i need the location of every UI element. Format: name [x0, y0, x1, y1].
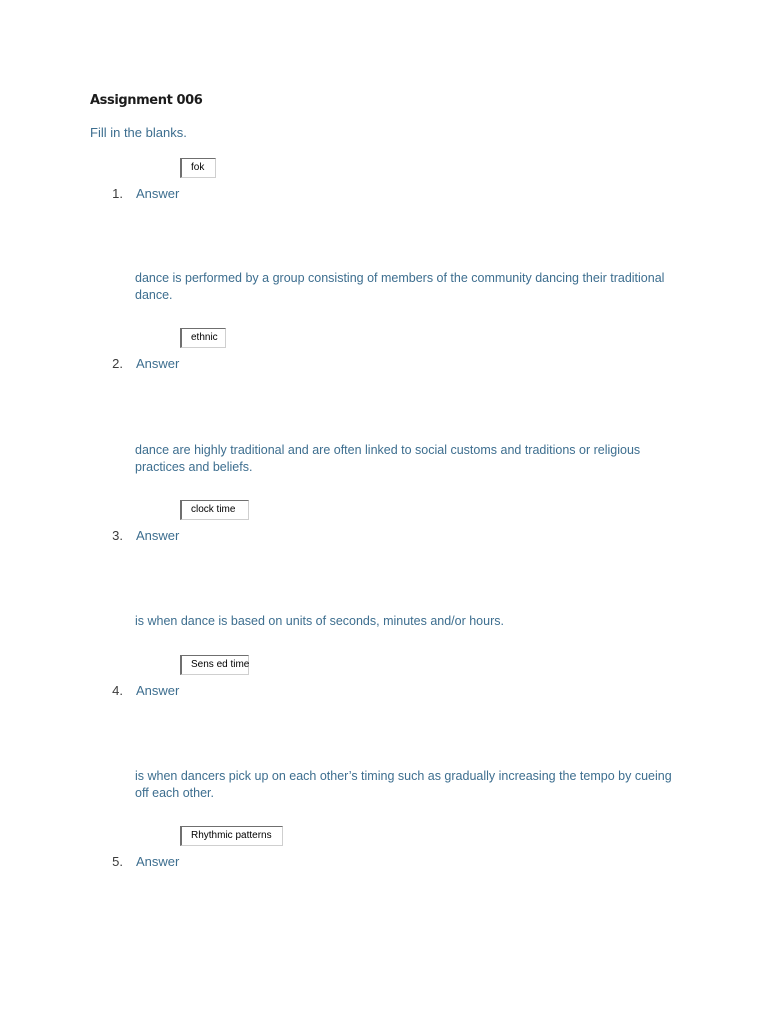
answer-label-2: Answer: [136, 356, 180, 371]
answer-label-5: Answer: [136, 854, 180, 869]
answer-input-1[interactable]: fok: [180, 158, 216, 178]
question-text-2: dance are highly traditional and are often linked to social customs and traditions or religious practices and beliefs.: [135, 443, 641, 474]
question-text-1: dance is performed by a group consisting of members of the community dancing their traditional dance.: [135, 271, 665, 302]
question-number-5: 5.: [112, 854, 123, 869]
question-number-3: 3.: [112, 528, 123, 543]
question-number-2: 2.: [112, 356, 123, 371]
answer-label-1: Answer: [136, 186, 180, 201]
question-text-4: is when dancers pick up on each other’s timing such as gradually increasing the tempo by cueing off each other.: [135, 769, 672, 800]
answer-input-2[interactable]: ethnic: [180, 328, 226, 348]
question-text-3: is when dance is based on units of seconds, minutes and/or hours.: [135, 614, 504, 628]
question-number-1: 1.: [112, 186, 123, 201]
answer-label-3: Answer: [136, 528, 180, 543]
instructions-text: Fill in the blanks.: [90, 125, 187, 140]
answer-label-4: Answer: [136, 683, 180, 698]
answer-input-3[interactable]: clock time: [180, 500, 249, 520]
question-number-4: 4.: [112, 683, 123, 698]
assignment-title: Assignment 006: [90, 93, 203, 108]
answer-input-5[interactable]: Rhythmic patterns: [180, 826, 283, 846]
answer-input-4[interactable]: Sens ed time: [180, 655, 249, 675]
